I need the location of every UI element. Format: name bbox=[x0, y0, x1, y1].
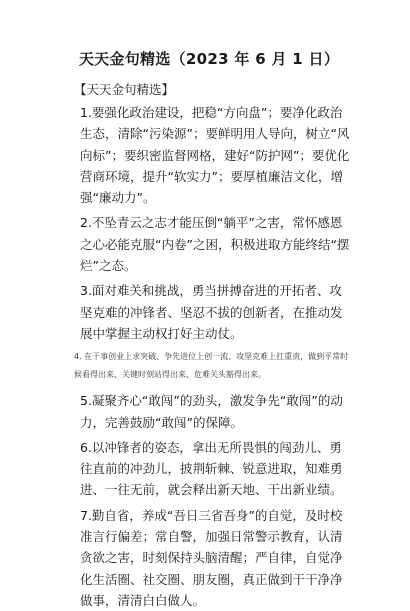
paragraph-5: 5.凝聚齐心“敢闯”的劲头，激发争先“敢闯”的动力，完善鼓励“敢闯”的保障。 bbox=[80, 393, 343, 430]
paragraph-1: 1.要强化政治建设，把稳“方向盘”；要净化政治生态，清除“污染源”；要鲜明用人导向，树立“风向标”；要织密监督网格，建好“防护网”；要优化营商环境，提升“软实力”；要厚植廉洁文化，增强“廉动力”。 bbox=[80, 105, 350, 206]
paragraph-4: 4. 在干事创业上求突破、争先进位上创一流、攻坚克难上扛重责，做到平常时候看得出来、关键时刻站得出来、危难关头豁得出来。 bbox=[74, 352, 349, 380]
paragraph-2: 2.不坠青云之志才能压倒“躺平”之害，常怀感恩之心必能克服“内卷”之困，积极进取方能终结“摆烂”之态。 bbox=[80, 215, 350, 274]
paragraph-6: 6.以冲锋者的姿态，拿出无所畏惧的闯劲儿、勇往直前的冲劲儿，披荆斩棘、锐意进取，知难勇进、一往无前，就会释出新天地、干出新业绩。 bbox=[80, 439, 343, 498]
paragraph-3: 3.面对难关和挑战，勇当拼搏奋进的开拓者、攻坚克难的冲锋者、坚忍不拔的创新者，在推动发展中掌握主动权打好主动仗。 bbox=[80, 283, 343, 341]
paragraph-7: 7.勤自省，养成“吾日三省吾身”的自觉，及时校准言行偏差；常自警，加强日常警示教育，认清贪欲之害，时刻保持头脑清醒；严自律，自觉净化生活圈、社交圈、朋友圈，真正做到干干净净做事，清清白白做人。 bbox=[80, 507, 343, 608]
document-title: 天天金句精选（2023 年 6 月 1 日） bbox=[78, 50, 340, 68]
section-label: 【天天金句精选】 bbox=[74, 82, 175, 97]
